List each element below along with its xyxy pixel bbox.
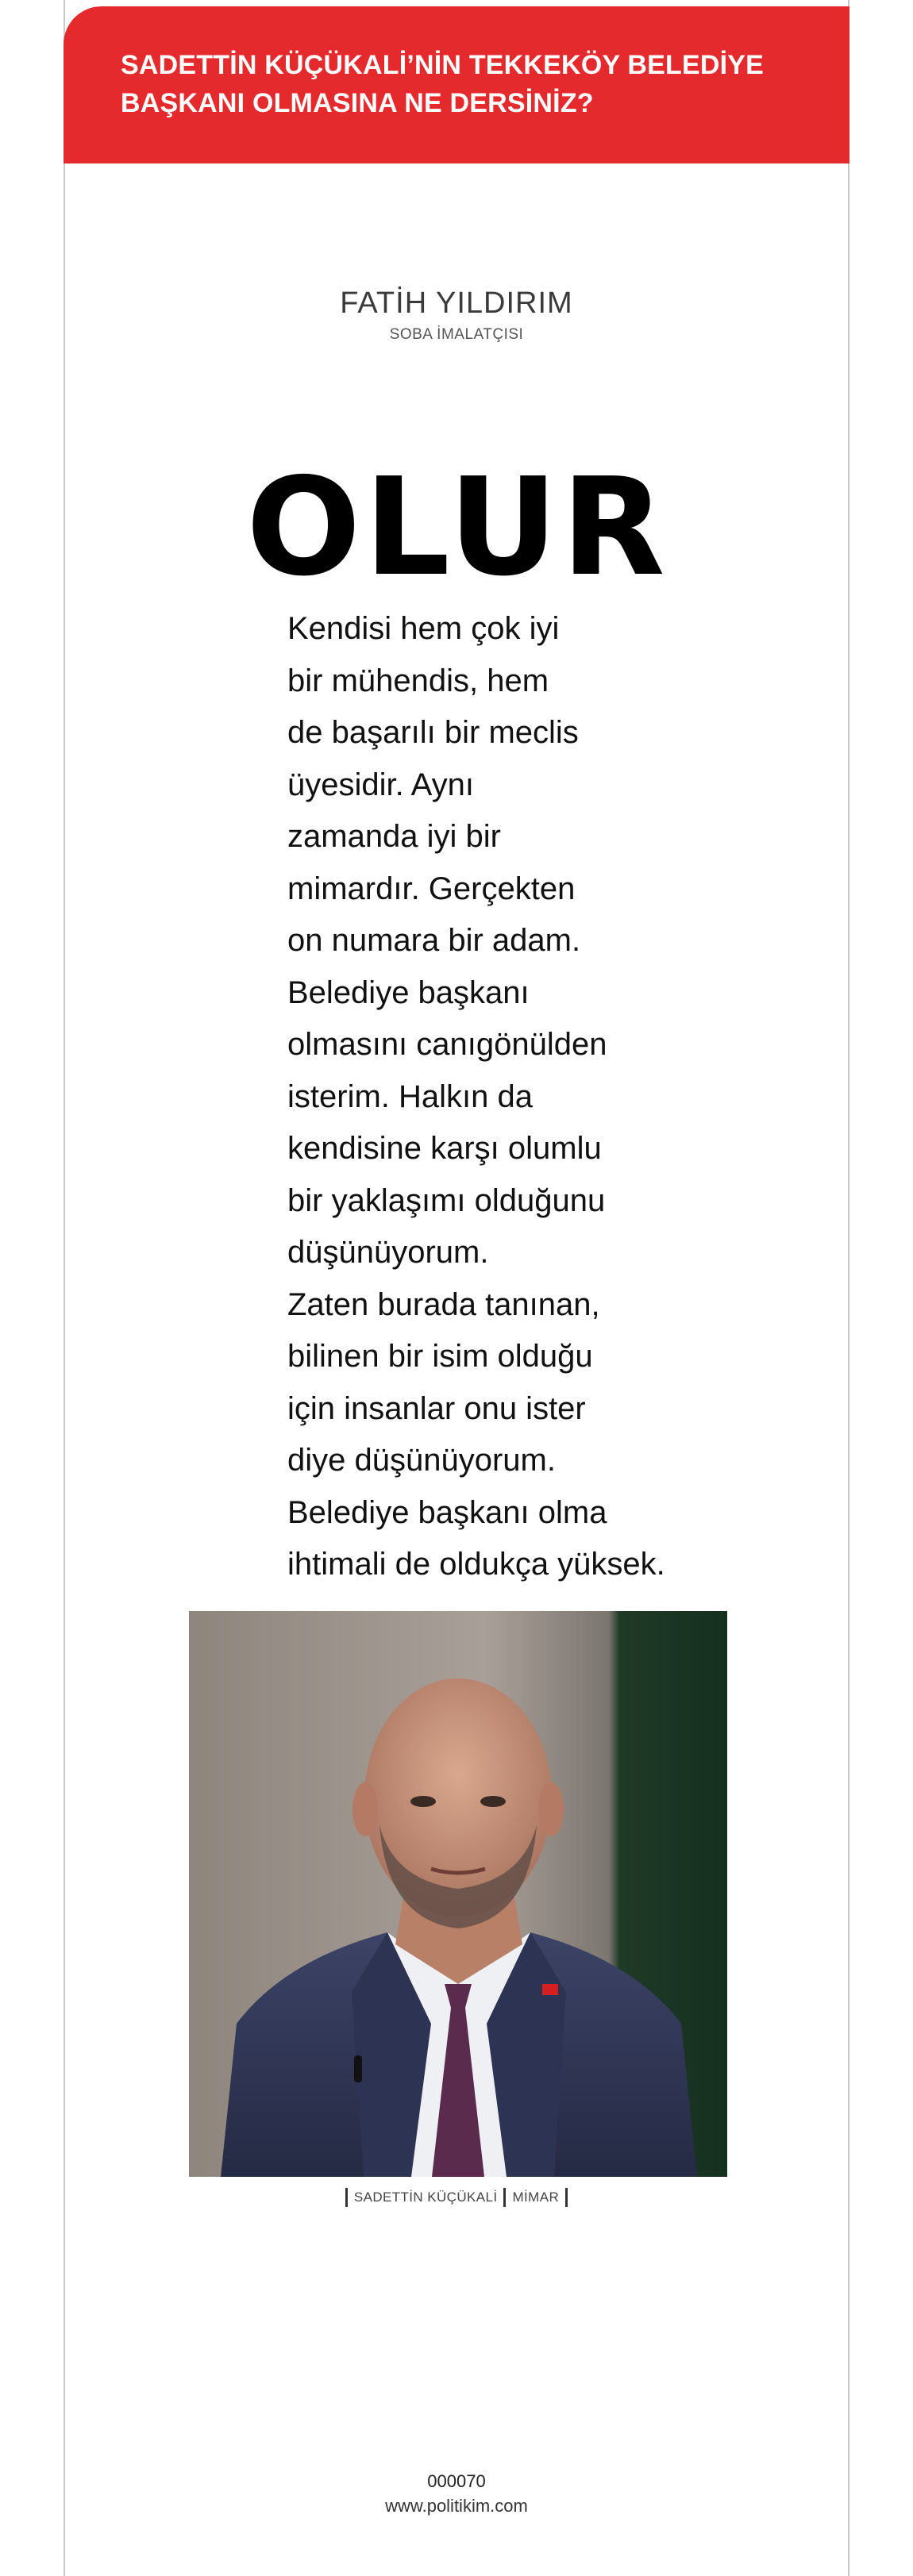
website-link[interactable]: www.politikim.com — [385, 2496, 528, 2516]
caption-divider — [503, 2188, 506, 2207]
question-title: SADETTİN KÜÇÜKALİ’NİN TEKKEKÖY BELEDİYE BAŞKANI OLMASINA NE DERSİNİZ? — [121, 50, 765, 118]
caption-subject-name: SADETTİN KÜÇÜKALİ — [353, 2190, 498, 2205]
respondent-occupation: SOBA İMALATÇISI — [389, 326, 524, 343]
caption-divider — [565, 2188, 568, 2207]
photo-caption — [64, 2188, 849, 2207]
caption-subject-role: MİMAR — [512, 2190, 560, 2205]
portrait-illustration — [189, 1611, 727, 2177]
page-code: 000070 — [427, 2471, 486, 2491]
page-footer — [64, 2470, 849, 2519]
caption-divider — [345, 2188, 348, 2207]
respondent-name: FATİH YILDIRIM — [340, 286, 573, 320]
question-header — [64, 6, 849, 163]
portrait-photo — [189, 1611, 727, 2177]
respondent-block — [64, 286, 849, 344]
respondent-quote: Kendisi hem çok iyi bir mühendis, hem de başarılı bir meclis üyesidir. Aynı zamanda iyi bir mimardır. Gerçekten on numara bir adam. Belediye başkanı olmasını canıgönülden isterim. Halkın da kendisine karşı olumlu bir yaklaşımı olduğunu düşünüyorum. Zaten burada tanınan, bilinen bir isim olduğu için insanlar onu ister diye düşünüyorum. Belediye başkanı olma ihtimali de oldukça yüksek. — [287, 611, 665, 1582]
answer-headline: OLUR — [246, 449, 668, 606]
